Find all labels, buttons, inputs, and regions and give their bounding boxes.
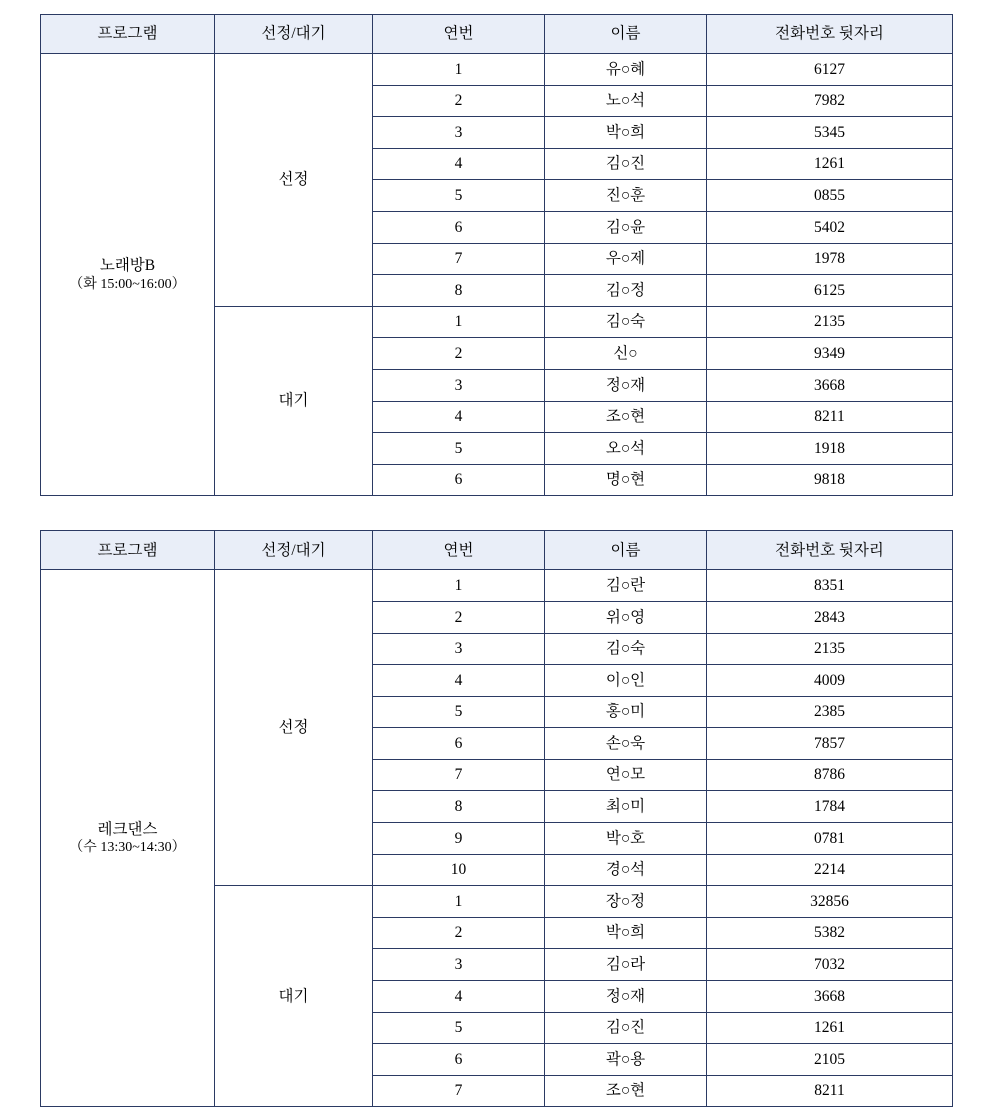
status-cell: 선정 [215,54,373,307]
program-name: 노래방B [99,257,156,275]
row-number-cell: 10 [373,854,545,886]
applicant-name-cell: 장○정 [545,886,707,918]
phone-suffix-cell: 6125 [707,275,953,307]
applicant-name-cell: 박○희 [545,117,707,149]
row-number-cell: 6 [373,728,545,760]
phone-suffix-cell: 8211 [707,1075,953,1107]
phone-suffix-cell: 1261 [707,1012,953,1044]
applicant-name-cell: 경○석 [545,854,707,886]
status-cell: 대기 [215,886,373,1107]
column-header-phone: 전화번호 뒷자리 [707,531,953,570]
applicant-name-cell: 박○희 [545,917,707,949]
phone-suffix-cell: 1784 [707,791,953,823]
row-number-cell: 6 [373,211,545,243]
applicant-name-cell: 우○제 [545,243,707,275]
row-number-cell: 8 [373,791,545,823]
row-number-cell: 3 [373,633,545,665]
row-number-cell: 1 [373,570,545,602]
row-number-cell: 3 [373,117,545,149]
column-header-status: 선정/대기 [215,531,373,570]
row-number-cell: 4 [373,665,545,697]
status-cell: 대기 [215,306,373,496]
applicant-name-cell: 연○모 [545,759,707,791]
phone-suffix-cell: 7857 [707,728,953,760]
row-number-cell: 7 [373,759,545,791]
phone-suffix-cell: 2843 [707,601,953,633]
program-time: （화 15:00~16:00） [69,276,186,292]
applicant-name-cell: 조○현 [545,1075,707,1107]
phone-suffix-cell: 4009 [707,665,953,697]
phone-suffix-cell: 1918 [707,433,953,465]
applicant-name-cell: 홍○미 [545,696,707,728]
phone-suffix-cell: 1978 [707,243,953,275]
table-row [41,570,953,602]
applicant-name-cell: 유○혜 [545,54,707,86]
program-cell [41,570,215,1107]
phone-suffix-cell: 8351 [707,570,953,602]
phone-suffix-cell: 2135 [707,306,953,338]
phone-suffix-cell: 9349 [707,338,953,370]
applicant-name-cell: 정○재 [545,369,707,401]
applicant-name-cell: 최○미 [545,791,707,823]
phone-suffix-cell: 7982 [707,85,953,117]
applicant-name-cell: 김○숙 [545,306,707,338]
phone-suffix-cell: 5402 [707,211,953,243]
applicant-table [40,530,953,1107]
phone-suffix-cell: 3668 [707,369,953,401]
phone-suffix-cell: 1261 [707,148,953,180]
phone-suffix-cell: 5345 [707,117,953,149]
row-number-cell: 5 [373,696,545,728]
phone-suffix-cell: 0781 [707,823,953,855]
column-header-program: 프로그램 [41,531,215,570]
table-header-row [41,15,953,54]
phone-suffix-cell: 32856 [707,886,953,918]
row-number-cell: 4 [373,148,545,180]
phone-suffix-cell: 2135 [707,633,953,665]
phone-suffix-cell: 8786 [707,759,953,791]
applicant-name-cell: 명○현 [545,464,707,496]
phone-suffix-cell: 8211 [707,401,953,433]
phone-suffix-cell: 9818 [707,464,953,496]
applicant-name-cell: 손○욱 [545,728,707,760]
phone-suffix-cell: 2385 [707,696,953,728]
phone-suffix-cell: 7032 [707,949,953,981]
applicant-name-cell: 김○윤 [545,211,707,243]
applicant-name-cell: 오○석 [545,433,707,465]
applicant-name-cell: 조○현 [545,401,707,433]
table-header-row [41,531,953,570]
column-header-name: 이름 [545,15,707,54]
row-number-cell: 5 [373,180,545,212]
applicant-name-cell: 이○인 [545,665,707,697]
row-number-cell: 1 [373,54,545,86]
applicant-name-cell: 김○정 [545,275,707,307]
applicant-table [40,14,953,496]
program-cell [41,54,215,496]
phone-suffix-cell: 3668 [707,981,953,1013]
row-number-cell: 7 [373,1075,545,1107]
row-number-cell: 7 [373,243,545,275]
applicant-name-cell: 박○호 [545,823,707,855]
row-number-cell: 1 [373,886,545,918]
table-row [41,54,953,86]
applicant-name-cell: 김○숙 [545,633,707,665]
applicant-name-cell: 신○ [545,338,707,370]
row-number-cell: 6 [373,464,545,496]
row-number-cell: 9 [373,823,545,855]
program-name: 레크댄스 [97,820,158,838]
row-number-cell: 4 [373,981,545,1013]
row-number-cell: 8 [373,275,545,307]
row-number-cell: 5 [373,433,545,465]
row-number-cell: 1 [373,306,545,338]
row-number-cell: 2 [373,338,545,370]
applicant-name-cell: 곽○용 [545,1044,707,1076]
phone-suffix-cell: 2105 [707,1044,953,1076]
applicant-name-cell: 진○훈 [545,180,707,212]
applicant-name-cell: 김○진 [545,1012,707,1044]
applicant-name-cell: 김○란 [545,570,707,602]
phone-suffix-cell: 5382 [707,917,953,949]
applicant-name-cell: 노○석 [545,85,707,117]
applicant-name-cell: 정○재 [545,981,707,1013]
column-header-name: 이름 [545,531,707,570]
phone-suffix-cell: 6127 [707,54,953,86]
row-number-cell: 3 [373,949,545,981]
row-number-cell: 6 [373,1044,545,1076]
phone-suffix-cell: 2214 [707,854,953,886]
phone-suffix-cell: 0855 [707,180,953,212]
status-cell: 선정 [215,570,373,886]
applicant-name-cell: 김○진 [545,148,707,180]
applicant-name-cell: 김○라 [545,949,707,981]
row-number-cell: 2 [373,917,545,949]
column-header-status: 선정/대기 [215,15,373,54]
row-number-cell: 2 [373,85,545,117]
row-number-cell: 4 [373,401,545,433]
applicant-name-cell: 위○영 [545,601,707,633]
column-header-no: 연번 [373,15,545,54]
program-time: （수 13:30~14:30） [69,840,186,856]
row-number-cell: 5 [373,1012,545,1044]
column-header-program: 프로그램 [41,15,215,54]
row-number-cell: 2 [373,601,545,633]
column-header-no: 연번 [373,531,545,570]
tables-container [40,14,952,1107]
row-number-cell: 3 [373,369,545,401]
column-header-phone: 전화번호 뒷자리 [707,15,953,54]
